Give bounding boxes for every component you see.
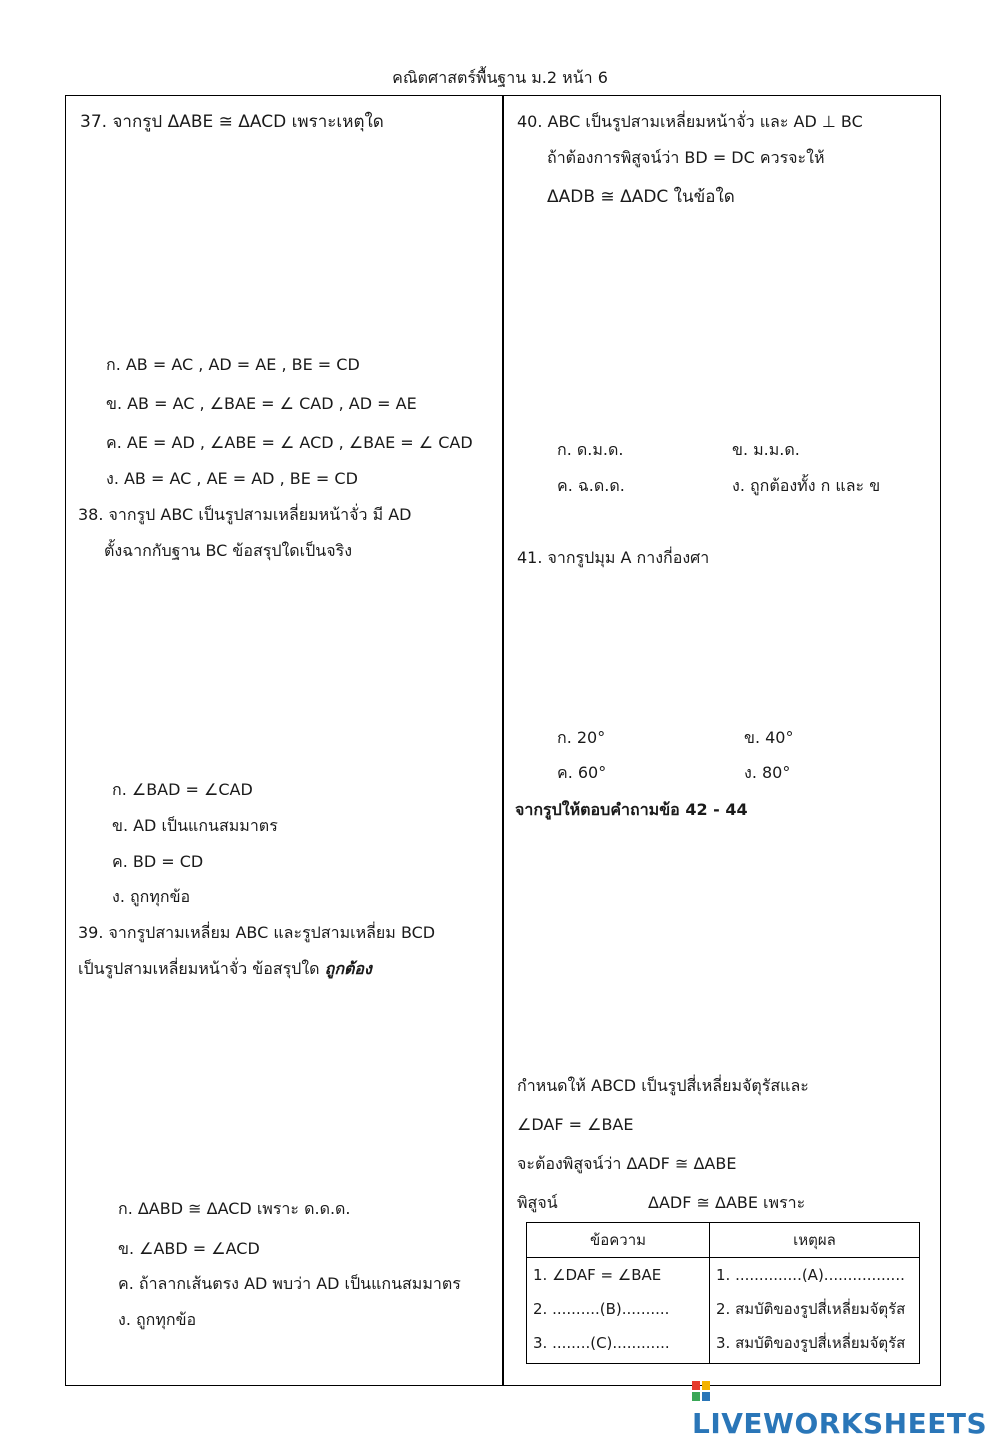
q37-option-b: ข. AB = AC , ∠BAE = ∠ CAD , AD = AE [106,394,417,413]
proof-table-header-reason: เหตุผล [710,1223,920,1258]
q39-option-c: ค. ถ้าลากเส้นตรง AD พบว่า AD เป็นแกนสมมาตร [118,1274,461,1293]
q37-label-b: B [410,285,424,307]
q38-option-b: ข. AD เป็นแกนสมมาตร [112,816,278,835]
q38-label-a: A [276,587,285,602]
proof-table [526,1222,920,1364]
q39-question-line1: 39. จากรูปสามเหลี่ยม ABC และรูปสามเหลี่ยม BCD [78,923,436,942]
proof-statements-cell [527,1258,710,1364]
q40-label-b: B [605,378,619,402]
q41-angle-40: 40° [560,683,586,704]
q37-label-c: C [361,159,375,183]
q37-option-c: ค. AE = AD , ∠ABE = ∠ ACD , ∠BAE = ∠ CAD [106,433,473,452]
q40-question-line2: ถ้าต้องการพิสูจน์ว่า BD = DC ควรจะให้ [547,148,825,167]
q41-option-a: ก. 20° [557,728,606,747]
q40-label-a: A [712,240,730,270]
q38-question-line2: ตั้งฉากกับฐาน BC ข้อสรุปใดเป็นจริง [104,541,353,560]
sq-label-a: A [621,1044,632,1059]
q41-question: 41. จากรูปมุม A กางกี่องศา [517,548,710,567]
page-header: คณิตศาสตร์พื้นฐาน ม.2 หน้า 6 [392,68,608,87]
statement-1: 1. ∠DAF = ∠BAE [533,1266,662,1284]
sq-label-e: E [815,916,827,937]
q39-label-a: A [277,1005,292,1029]
prove-line: จะต้องพิสูจน์ว่า ΔADF ≅ ΔABE [517,1154,737,1173]
q42-44-heading: จากรูปให้ตอบคำถามข้อ 42 - 44 [515,800,748,819]
q41-option-b: ข. 40° [744,728,794,747]
q38-option-a: ก. ∠BAD = ∠CAD [112,780,253,799]
reason-3: 3. สมบัติของรูปสี่เหลี่ยมจัตุรัส [716,1334,906,1352]
proof-statement: ΔADF ≅ ΔABE เพราะ [648,1193,806,1212]
reason-1[interactable]: 1. ..............(A)................. [716,1266,905,1284]
q39-option-a: ก. ΔABD ≅ ΔACD เพราะ ด.ด.ด. [118,1199,351,1218]
liveworksheets-logo-icon [692,1381,712,1403]
q39-option-d: ง. ถูกทุกข้อ [118,1310,197,1329]
q37-label-d: D [312,307,327,329]
q41-option-c: ค. 60° [557,763,607,782]
q39-label-d: D [279,1087,293,1107]
proof-label: พิสูจน์ [517,1193,558,1212]
q40-label-d: D [714,393,730,417]
q41-option-d: ง. 80° [744,763,791,782]
statement-2[interactable]: 2. ..........(B).......... [533,1300,670,1318]
q37-question: 37. จากรูป ΔABE ≅ ΔACD เพราะเหตุใด [80,112,384,132]
proof-table-header-statement: ข้อความ [527,1223,710,1258]
q38-label-b: B [190,726,199,741]
liveworksheets-logo-text: LIVEWORKSHEETS [692,1407,988,1440]
q40-option-c: ค. ฉ.ด.ด. [557,476,625,495]
given-line1: กำหนดให้ ABCD เป็นรูปสี่เหลี่ยมจัตุรัสและ [517,1076,809,1095]
q40-option-a: ก. ด.ม.ด. [557,440,624,459]
q39-label-b: B [182,1154,194,1174]
liveworksheets-logo [692,1374,1000,1440]
q38-option-c: ค. BD = CD [112,852,204,871]
q39-option-b: ข. ∠ABD = ∠ACD [118,1239,260,1258]
sq-label-f: F [743,845,754,866]
proof-reasons-cell [710,1258,920,1364]
q39-question-line2 [78,959,372,979]
q40-question-line1: 40. ABC เป็นรูปสามเหลี่ยมหน้าจั่ว และ AD ⊥ BC [517,112,863,131]
q37-option-a: ก. AB = AC , AD = AE , BE = CD [106,355,360,374]
q40-option-b: ข. ม.ม.ด. [732,440,800,459]
sq-label-b: B [813,1033,826,1054]
q39-emphasis: ถูกต้อง [324,959,372,978]
sq-label-c: C [813,860,826,881]
q38-question-line1: 38. จากรูป ABC เป็นรูปสามเหลี่ยมหน้าจั่ว มี AD [78,505,412,524]
q39-label-c: C [371,1158,383,1178]
q40-option-d: ง. ถูกต้องทั้ง ก และ ข [732,476,881,495]
q40-label-c: C [828,375,842,399]
q37-label-e: E [277,202,290,224]
statement-3[interactable]: 3. ........(C)............ [533,1334,670,1352]
q41-label-a: A [681,567,692,586]
q40-question-line3: ΔADB ≅ ΔADC ในข้อใด [547,187,735,207]
q41-angle-120: 120° [757,674,793,695]
sq-label-d: D [618,854,632,875]
q38-label-c: C [361,724,371,739]
q39-line2-text: เป็นรูปสามเหลี่ยมหน้าจั่ว ข้อสรุปใด [78,959,325,978]
q37-label-a: A [147,305,164,333]
q38-option-d: ง. ถูกทุกข้อ [112,887,191,906]
reason-2: 2. สมบัติของรูปสี่เหลี่ยมจัตุรัส [716,1300,906,1318]
q37-option-d: ง. AB = AC , AE = AD , BE = CD [106,469,358,488]
given-line2: ∠DAF = ∠BAE [517,1115,634,1134]
column-divider [502,95,504,1386]
q38-label-d: D [276,737,287,752]
